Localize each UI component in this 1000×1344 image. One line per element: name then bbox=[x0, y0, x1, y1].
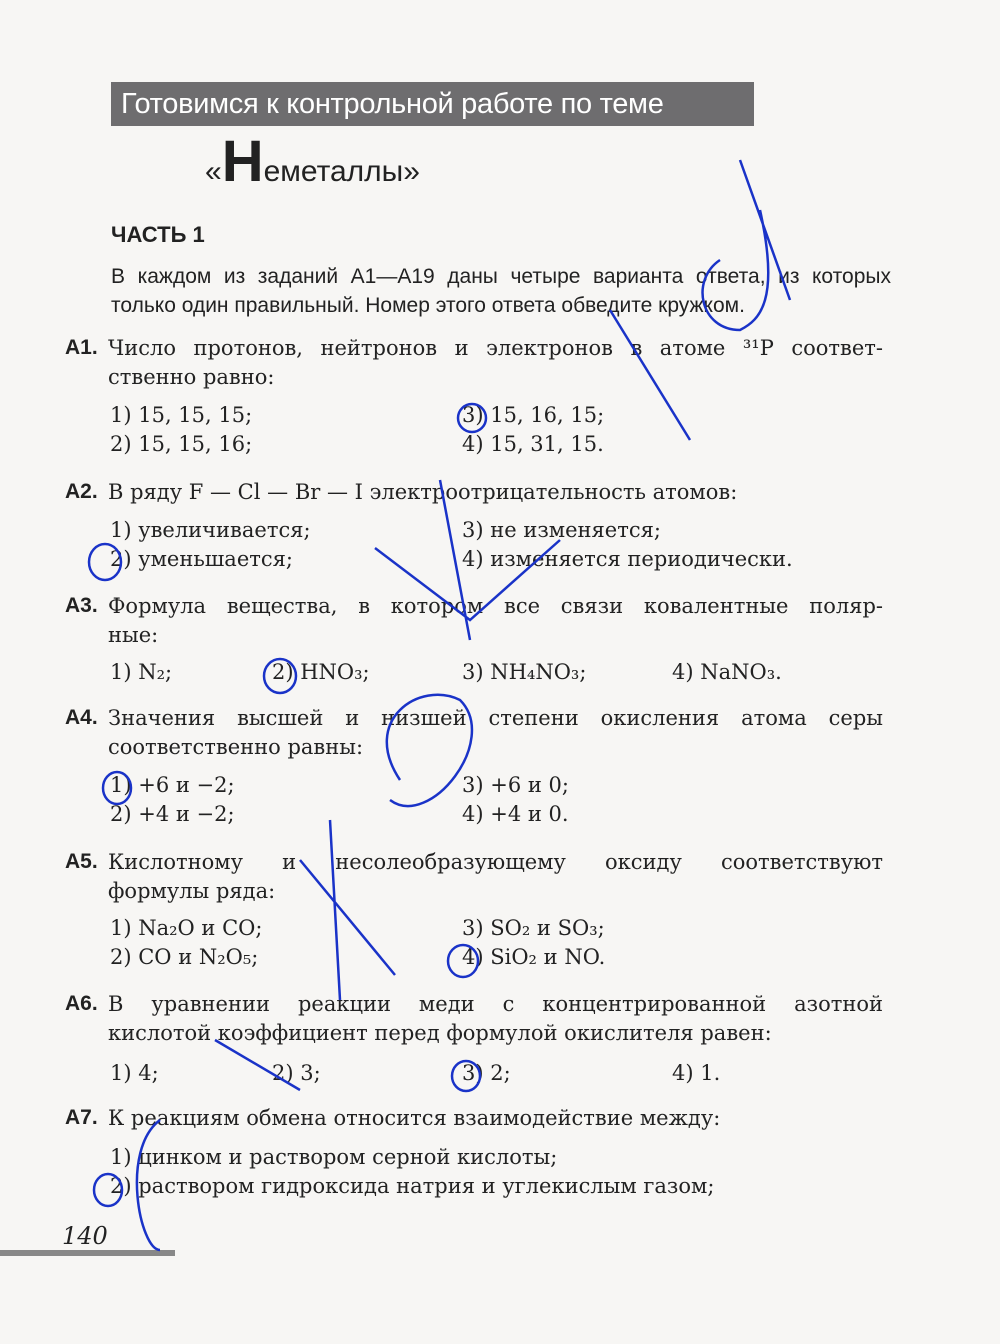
answer-option[interactable]: 1) 4; bbox=[110, 1061, 159, 1085]
question-text: формулы ряда: bbox=[108, 879, 276, 903]
answer-option[interactable]: 4) +4 и 0. bbox=[462, 802, 569, 826]
topic-initial: Н bbox=[221, 129, 264, 194]
answer-option[interactable]: 2) раствором гидроксида натрия и углекислым газом; bbox=[110, 1174, 715, 1198]
question-label: А7. bbox=[65, 1106, 98, 1129]
answer-option[interactable]: 3) 15, 16, 15; bbox=[462, 403, 605, 427]
question-text: ственно равно: bbox=[108, 365, 275, 389]
question-text: соответственно равны: bbox=[108, 735, 364, 759]
pen-stroke bbox=[137, 160, 790, 1250]
footer-bar bbox=[0, 1250, 175, 1256]
question-text: Число протонов, нейтронов и электронов в атоме ³¹P соответ- bbox=[108, 336, 883, 360]
topic-rest: еметаллы» bbox=[263, 155, 420, 188]
question-text: Значения высшей и низшей степени окисления атома серы bbox=[108, 706, 883, 730]
question-label: А4. bbox=[65, 706, 98, 729]
answer-option[interactable]: 1) +6 и −2; bbox=[110, 773, 235, 797]
answer-option[interactable]: 2) 3; bbox=[272, 1061, 321, 1085]
question-text: кислотой коэффициент перед формулой окислителя равен: bbox=[108, 1021, 772, 1045]
answer-option[interactable]: 4) SiO₂ и NO. bbox=[462, 945, 606, 969]
part-heading: ЧАСТЬ 1 bbox=[111, 222, 205, 247]
answer-option[interactable]: 3) не изменяется; bbox=[462, 518, 661, 542]
question-label: А3. bbox=[65, 594, 98, 617]
answer-option[interactable]: 3) NH₄NO₃; bbox=[462, 660, 587, 684]
answer-option[interactable]: 2) 15, 15, 16; bbox=[110, 432, 253, 456]
answer-option[interactable]: 4) 15, 31, 15. bbox=[462, 432, 604, 456]
question-text: Формула вещества, в котором все связи ковалентные поляр- bbox=[108, 594, 883, 618]
question-text: ные: bbox=[108, 623, 159, 647]
answer-option[interactable]: 2) HNO₃; bbox=[272, 660, 370, 684]
answer-option[interactable]: 1) увеличивается; bbox=[110, 518, 311, 542]
answer-option[interactable]: 1) 15, 15, 15; bbox=[110, 403, 253, 427]
answer-option[interactable]: 1) Na₂O и CO; bbox=[110, 916, 263, 940]
answer-option[interactable]: 3) 2; bbox=[462, 1061, 511, 1085]
question-label: А5. bbox=[65, 850, 98, 873]
question-text: Кислотному и несолеобразующему оксиду соответствуют bbox=[108, 850, 883, 874]
topic-title bbox=[205, 128, 420, 195]
answer-option[interactable]: 2) +4 и −2; bbox=[110, 802, 235, 826]
answer-option[interactable]: 1) N₂; bbox=[110, 660, 173, 684]
answer-option[interactable]: 2) уменьшается; bbox=[110, 547, 293, 571]
answer-option[interactable]: 1) цинком и раствором серной кислоты; bbox=[110, 1145, 558, 1169]
question-text: В ряду F — Cl — Br — I электроотрицательность атомов: bbox=[108, 480, 738, 504]
answer-option[interactable]: 4) изменяется периодически. bbox=[462, 547, 793, 571]
section-banner: Готовимся к контрольной работе по теме bbox=[111, 82, 754, 126]
answer-option[interactable]: 4) NaNO₃. bbox=[672, 660, 782, 684]
question-label: А6. bbox=[65, 992, 98, 1015]
answer-option[interactable]: 3) +6 и 0; bbox=[462, 773, 569, 797]
answer-option[interactable]: 4) 1. bbox=[672, 1061, 721, 1085]
question-text: К реакциям обмена относится взаимодействие между: bbox=[108, 1106, 721, 1130]
answer-option[interactable]: 2) CO и N₂O₅; bbox=[110, 945, 259, 969]
question-text: В уравнении реакции меди с концентрированной азотной bbox=[108, 992, 883, 1016]
quote-open: « bbox=[205, 155, 222, 188]
instructions: В каждом из заданий А1—А19 даны четыре варианта ответа, из которых только один правильный. Номер этого ответа обведите кружком. bbox=[111, 265, 891, 317]
question-label: А1. bbox=[65, 336, 98, 359]
answer-option[interactable]: 3) SO₂ и SO₃; bbox=[462, 916, 605, 940]
question-label: А2. bbox=[65, 480, 98, 503]
page-number: 140 bbox=[62, 1222, 108, 1250]
